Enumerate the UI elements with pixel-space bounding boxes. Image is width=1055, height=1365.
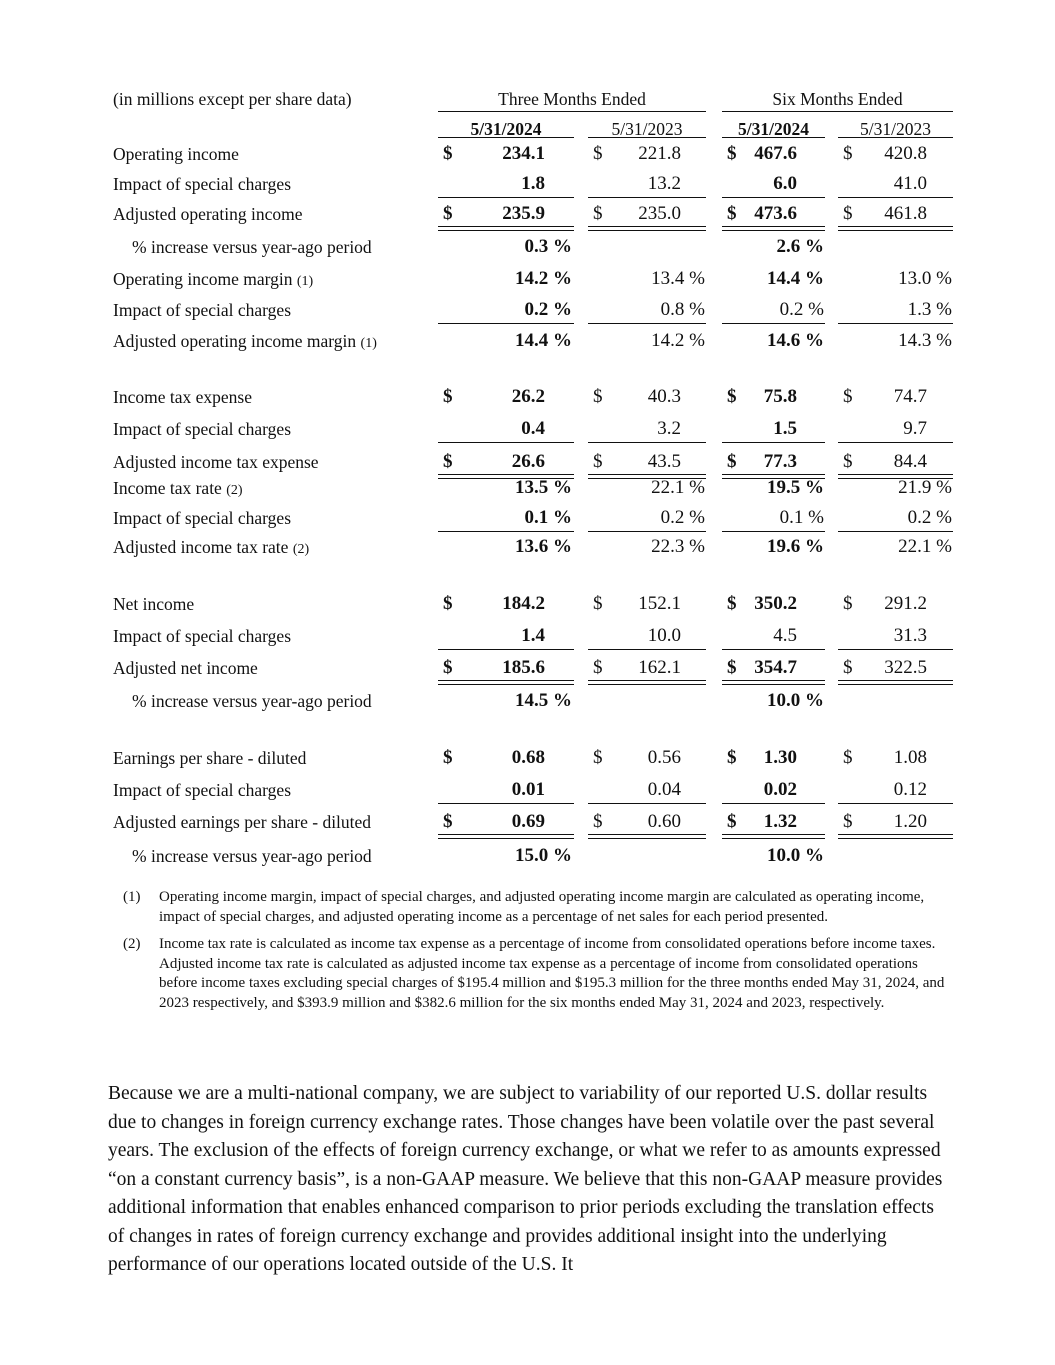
subtotal-rule <box>838 531 953 532</box>
row-label <box>113 266 313 295</box>
dollar-sign: $ <box>443 143 453 164</box>
table-cell-value: 0.01 <box>511 779 545 800</box>
table-row <box>0 534 1055 560</box>
subtotal-rule <box>588 649 706 650</box>
row-label <box>113 591 194 617</box>
table-cell-value: 14.4 % <box>767 268 824 289</box>
row-label-text: Adjusted income tax rate <box>113 537 289 557</box>
table-cell-value: 14.6 % <box>767 330 824 351</box>
table-cell-value: 1.20 <box>893 811 927 832</box>
table-cell-value: 74.7 <box>893 386 927 407</box>
subtotal-rule <box>722 323 825 324</box>
footnote-2 <box>123 935 953 1013</box>
footnotes <box>123 888 953 1021</box>
subtotal-rule <box>438 649 574 650</box>
footnote-reference: (2) <box>292 542 310 557</box>
row-label <box>113 745 306 771</box>
table-cell-value: 19.5 % <box>767 477 824 498</box>
table-cell-value: 75.8 <box>763 386 797 407</box>
row-label <box>132 234 372 260</box>
dollar-sign: $ <box>843 451 853 472</box>
dollar-sign: $ <box>443 747 453 768</box>
footnote-1 <box>123 888 953 927</box>
subtotal-rule <box>588 197 706 198</box>
subtotal-rule <box>722 197 825 198</box>
date-header-q1: 5/31/2024 <box>470 119 542 139</box>
table-row <box>0 475 1055 501</box>
row-label <box>113 809 371 835</box>
table-cell-value: 21.9 % <box>898 477 952 498</box>
dollar-sign: $ <box>843 747 853 768</box>
row-label <box>113 505 291 531</box>
table-cell-value: 354.7 <box>754 657 797 678</box>
table-row <box>0 328 1055 354</box>
row-label-text: % increase versus year-ago period <box>132 691 372 711</box>
table-cell-value: 13.2 <box>647 173 681 194</box>
date-rule-s2 <box>838 137 953 138</box>
row-label <box>113 449 319 475</box>
dollar-sign: $ <box>443 203 453 224</box>
row-label-text: Impact of special charges <box>113 626 291 646</box>
dollar-sign: $ <box>843 203 853 224</box>
footnote-text: Operating income margin, impact of special charges, and adjusted operating income margin are calculated as operating income, impact of special charges, and adjusted operating income as a percentage of net sales for each period presented. <box>159 889 925 925</box>
dollar-sign: $ <box>593 143 603 164</box>
subtotal-rule <box>722 649 825 650</box>
table-cell-value: 22.1 % <box>898 536 952 557</box>
table-cell-value: 15.0 % <box>515 845 572 866</box>
table-cell-value: 22.1 % <box>651 477 705 498</box>
row-label-text: Income tax expense <box>113 387 252 407</box>
row-label-text: Impact of special charges <box>113 300 291 320</box>
table-cell-value: 6.0 <box>773 173 797 194</box>
table-cell-value: 0.2 % <box>660 507 705 528</box>
dollar-sign: $ <box>593 386 603 407</box>
footnote-text: Income tax rate is calculated as income tax expense as a percentage of income from consolidated operations before income taxes. Adjusted income tax rate is calculated as adjusted income tax expense as a percentage of income from consolidated operations before income taxes excluding special charges of $195.4 million and $195.3 million for the three months ended May 31, 2024, and 2023 respectively, and $393.9 million and $382.6 million for the six months ended May 31, 2024 and 2023, respectively. <box>159 936 945 1011</box>
row-label-text: Impact of special charges <box>113 419 291 439</box>
table-row <box>0 591 1055 617</box>
table-cell-value: 1.4 <box>521 625 545 646</box>
row-label <box>113 777 291 803</box>
table-row <box>0 297 1055 323</box>
table-cell-value: 0.02 <box>763 779 797 800</box>
table-cell-value: 0.04 <box>647 779 681 800</box>
subtotal-rule <box>838 649 953 650</box>
dollar-sign: $ <box>443 451 453 472</box>
table-cell-value: 461.8 <box>884 203 927 224</box>
subtotal-rule <box>588 531 706 532</box>
table-row <box>0 266 1055 292</box>
footnote-reference: (2) <box>226 483 243 498</box>
row-label <box>113 623 291 649</box>
table-cell-value: 473.6 <box>754 203 797 224</box>
dollar-sign: $ <box>727 747 737 768</box>
table-cell-value: 4.5 <box>773 625 797 646</box>
table-cell-value: 13.5 % <box>515 477 572 498</box>
footnote-reference: (1) <box>296 274 314 289</box>
total-double-rule <box>838 834 953 839</box>
row-label <box>113 416 291 442</box>
total-double-rule <box>438 680 574 685</box>
table-cell-value: 0.2 % <box>779 299 824 320</box>
table-row <box>0 745 1055 771</box>
table-cell-value: 0.68 <box>511 747 545 768</box>
table-cell-value: 13.4 % <box>651 268 705 289</box>
dollar-sign: $ <box>843 386 853 407</box>
row-label <box>113 141 239 167</box>
table-row <box>0 777 1055 803</box>
table-cell-value: 420.8 <box>884 143 927 164</box>
dollar-sign: $ <box>443 811 453 832</box>
table-cell-value: 1.5 <box>773 418 797 439</box>
row-label-text: Impact of special charges <box>113 508 291 528</box>
row-label-text: Operating income <box>113 144 239 164</box>
row-label <box>113 534 309 563</box>
table-cell-value: 14.2 % <box>515 268 572 289</box>
row-label-text: % increase versus year-ago period <box>132 237 372 257</box>
row-label <box>113 655 258 681</box>
dollar-sign: $ <box>593 811 603 832</box>
row-label-text: Adjusted operating income <box>113 204 303 224</box>
date-header-s2: 5/31/2023 <box>860 119 931 139</box>
table-row <box>0 141 1055 167</box>
row-label <box>132 843 372 869</box>
table-cell-value: 235.0 <box>638 203 681 224</box>
row-label-text: Impact of special charges <box>113 780 291 800</box>
table-cell-value: 0.1 % <box>779 507 824 528</box>
subtotal-rule <box>438 197 574 198</box>
table-cell-value: 467.6 <box>754 143 797 164</box>
table-cell-value: 322.5 <box>884 657 927 678</box>
subtotal-rule <box>438 531 574 532</box>
table-cell-value: 14.3 % <box>898 330 952 351</box>
footnote-reference: (1) <box>360 336 377 351</box>
total-double-rule <box>588 226 706 231</box>
row-label-text: Impact of special charges <box>113 174 291 194</box>
table-cell-value: 77.3 <box>763 451 797 472</box>
subtotal-rule <box>838 323 953 324</box>
table-cell-value: 1.8 <box>521 173 545 194</box>
dollar-sign: $ <box>727 203 737 224</box>
table-cell-value: 26.2 <box>511 386 545 407</box>
total-double-rule <box>838 680 953 685</box>
dollar-sign: $ <box>593 747 603 768</box>
date-rule-q2 <box>588 137 706 138</box>
table-row <box>0 384 1055 410</box>
dollar-sign: $ <box>593 451 603 472</box>
table-cell-value: 40.3 <box>647 386 681 407</box>
row-label-text: Operating income margin <box>113 269 293 289</box>
dollar-sign: $ <box>727 811 737 832</box>
table-row <box>0 505 1055 531</box>
total-double-rule <box>438 834 574 839</box>
table-cell-value: 14.2 % <box>651 330 705 351</box>
table-cell-value: 22.3 % <box>651 536 705 557</box>
total-double-rule <box>588 680 706 685</box>
table-cell-value: 0.4 <box>521 418 545 439</box>
six-months-rule <box>722 111 953 112</box>
subtotal-rule <box>722 803 825 804</box>
table-cell-value: 41.0 <box>893 173 927 194</box>
row-label <box>113 297 291 323</box>
total-double-rule <box>438 226 574 231</box>
total-double-rule <box>838 226 953 231</box>
table-cell-value: 152.1 <box>638 593 681 614</box>
table-row <box>0 809 1055 835</box>
table-row <box>0 449 1055 475</box>
six-months-heading: Six Months Ended <box>772 89 903 109</box>
table-cell-value: 0.3 % <box>524 236 572 257</box>
table-cell-value: 13.0 % <box>898 268 952 289</box>
row-label <box>132 688 372 714</box>
date-rule-q1 <box>438 137 574 138</box>
row-label-text: Adjusted income tax expense <box>113 452 319 472</box>
dollar-sign: $ <box>727 143 737 164</box>
dollar-sign: $ <box>843 143 853 164</box>
row-label-text: Income tax rate <box>113 478 222 498</box>
table-row <box>0 171 1055 197</box>
table-cell-value: 185.6 <box>502 657 545 678</box>
row-label-text: Adjusted operating income margin <box>113 331 357 351</box>
dollar-sign: $ <box>593 657 603 678</box>
table-cell-value: 1.32 <box>763 811 797 832</box>
subtotal-rule <box>438 323 574 324</box>
table-cell-value: 1.3 % <box>907 299 952 320</box>
row-label <box>113 475 243 504</box>
table-cell-value: 1.08 <box>893 747 927 768</box>
table-cell-value: 0.60 <box>647 811 681 832</box>
table-cell-value: 235.9 <box>502 203 545 224</box>
row-label <box>113 201 303 227</box>
dollar-sign: $ <box>443 593 453 614</box>
row-label-text: Adjusted net income <box>113 658 258 678</box>
dollar-sign: $ <box>843 593 853 614</box>
table-cell-value: 0.56 <box>647 747 681 768</box>
table-cell-value: 162.1 <box>638 657 681 678</box>
total-double-rule <box>722 834 825 839</box>
dollar-sign: $ <box>593 593 603 614</box>
date-header-q2: 5/31/2023 <box>611 119 683 139</box>
dollar-sign: $ <box>593 203 603 224</box>
row-label-text: Earnings per share - diluted <box>113 748 307 768</box>
table-cell-value: 14.5 % <box>515 690 572 711</box>
dollar-sign: $ <box>843 811 853 832</box>
subtotal-rule <box>588 323 706 324</box>
table-cell-value: 0.69 <box>511 811 545 832</box>
table-cell-value: 14.4 % <box>515 330 572 351</box>
row-label <box>113 328 377 357</box>
table-row <box>0 201 1055 227</box>
table-row <box>0 843 1055 869</box>
dollar-sign: $ <box>443 657 453 678</box>
dollar-sign: $ <box>727 386 737 407</box>
table-row <box>0 416 1055 442</box>
three-months-rule <box>438 111 706 112</box>
table-cell-value: 2.6 % <box>776 236 824 257</box>
three-months-heading: Three Months Ended <box>498 89 646 109</box>
subtotal-rule <box>722 531 825 532</box>
table-cell-value: 10.0 % <box>767 845 824 866</box>
subtotal-rule <box>838 442 953 443</box>
row-label-text: % increase versus year-ago period <box>132 846 372 866</box>
dollar-sign: $ <box>843 657 853 678</box>
table-cell-value: 184.2 <box>502 593 545 614</box>
table-cell-value: 0.2 % <box>907 507 952 528</box>
table-row <box>0 688 1055 714</box>
table-cell-value: 13.6 % <box>515 536 572 557</box>
total-double-rule <box>588 834 706 839</box>
table-cell-value: 31.3 <box>893 625 927 646</box>
body-paragraph: Because we are a multi-national company, we are subject to variability of our reported U.S. dollar results due to changes in foreign currency exchange rates. Those changes have been volatile over the past several years. The exclusion of the effects of foreign currency exchange, or what we refer to as amounts expressed “on a constant currency basis”, is a non-GAAP measure. We believe that this non-GAAP measure provides additional information that enables enhanced comparison to prior periods excluding the translation effects of changes in rates of foreign currency exchange and provides additional insight into the underlying performance of our operations located outside of the U.S. It <box>108 1083 943 1275</box>
table-cell-value: 3.2 <box>657 418 681 439</box>
table-cell-value: 350.2 <box>754 593 797 614</box>
table-cell-value: 10.0 % <box>767 690 824 711</box>
table-cell-value: 9.7 <box>903 418 927 439</box>
table-cell-value: 221.8 <box>638 143 681 164</box>
units-label: (in millions except per share data) <box>113 89 352 109</box>
subtotal-rule <box>722 442 825 443</box>
table-cell-value: 19.6 % <box>767 536 824 557</box>
table-cell-value: 26.6 <box>511 451 545 472</box>
table-row <box>0 234 1055 260</box>
table-cell-value: 10.0 <box>647 625 681 646</box>
subtotal-rule <box>588 803 706 804</box>
table-cell-value: 0.1 % <box>524 507 572 528</box>
subtotal-rule <box>588 442 706 443</box>
table-cell-value: 84.4 <box>893 451 927 472</box>
subtotal-rule <box>438 803 574 804</box>
table-row <box>0 623 1055 649</box>
date-rule-s1 <box>722 137 825 138</box>
row-label <box>113 171 291 197</box>
total-double-rule <box>722 680 825 685</box>
table-row <box>0 655 1055 681</box>
dollar-sign: $ <box>727 451 737 472</box>
row-label-text: Net income <box>113 594 195 614</box>
table-cell-value: 43.5 <box>647 451 681 472</box>
table-cell-value: 1.30 <box>763 747 797 768</box>
dollar-sign: $ <box>727 657 737 678</box>
footnote-mark: (2) <box>123 936 141 952</box>
subtotal-rule <box>838 803 953 804</box>
footnote-mark: (1) <box>123 889 141 905</box>
dollar-sign: $ <box>727 593 737 614</box>
table-cell-value: 0.8 % <box>660 299 705 320</box>
table-cell-value: 291.2 <box>884 593 927 614</box>
table-cell-value: 0.12 <box>893 779 927 800</box>
row-label <box>113 384 252 410</box>
date-header-s1: 5/31/2024 <box>738 119 809 139</box>
subtotal-rule <box>838 197 953 198</box>
table-cell-value: 0.2 % <box>524 299 572 320</box>
dollar-sign: $ <box>443 386 453 407</box>
table-cell-value: 234.1 <box>502 143 545 164</box>
total-double-rule <box>722 226 825 231</box>
row-label-text: Adjusted earnings per share - diluted <box>113 812 372 832</box>
subtotal-rule <box>438 442 574 443</box>
